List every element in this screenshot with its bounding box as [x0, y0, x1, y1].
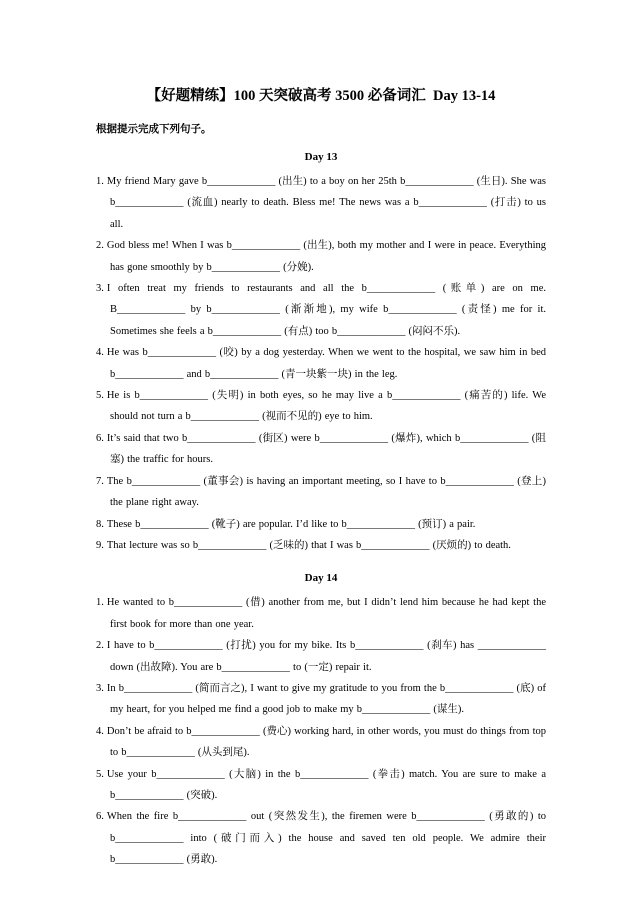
exercise-item-day13-9: [96, 535, 546, 556]
exercise-item-day14-1: [96, 592, 546, 635]
exercise-item-day14-3: [96, 678, 546, 721]
section-heading-day14: Day 14: [304, 572, 338, 585]
item-number: 2.: [96, 640, 104, 652]
exercise-item-day13-6: [96, 428, 546, 471]
item-text: In b_____________ (简而言之), I want to give my gratitude to you from the b_____________ (底) of my heart, for you helped me find a good job to make my b_____________ (谋生).: [106, 682, 546, 716]
item-number: 8.: [96, 518, 104, 530]
item-text: My friend Mary gave b_____________ (出生) to a boy on her 25th b_____________ (生日). She was b_____________ (流血) nearly to death. Bless me! The news was a b_____________ (打击) to us all.: [106, 176, 546, 230]
item-number: 9.: [96, 539, 104, 551]
instruction-text: 根据提示完成下列句子。: [96, 124, 212, 135]
item-text: That lecture was so b_____________ (乏味的) that I was b_____________ (厌烦的) to death.: [106, 539, 511, 551]
item-number: 6.: [96, 811, 104, 823]
item-text: He is b_____________ (失明) in both eyes, so he may live a b_____________ (痛苦的) life. We should not turn a b_____________ (视而不见的) eye to him.: [106, 390, 546, 423]
exercise-item-day13-3: [96, 278, 546, 342]
item-number: 2.: [96, 240, 104, 252]
item-text: These b_____________ (靴子) are popular. I’d like to b_____________ (预订) a pair.: [106, 518, 476, 530]
item-number: 3.: [96, 682, 104, 694]
exercise-item-day13-5: [96, 385, 546, 428]
item-text: He was b_____________ (咬) by a dog yesterday. When we went to the hospital, we saw him in bed b_____________ and b_____________ (青一块紫一块) in the leg.: [106, 347, 546, 380]
item-number: 6.: [96, 432, 104, 444]
item-text: God bless me! When I was b_____________ (出生), both my mother and I were in peace. Everything has gone smoothly by b_____________ (分娩).: [106, 240, 546, 273]
item-number: 1.: [96, 176, 104, 187]
exercise-item-day14-5: [96, 764, 546, 807]
item-number: 5.: [96, 390, 104, 402]
exercise-item-day13-8: [96, 514, 546, 535]
item-text: Use your b_____________ (大脑) in the b_____________ (拳击) match. You are sure to make a b_____________ (突破).: [106, 768, 546, 801]
item-number: 1.: [96, 597, 104, 609]
item-text: I often treat my friends to restaurants and all the b_____________ (账单) are on me. B_____________ by b_____________ (渐渐地), my wife b_____________ (责怪) me for it. Sometimes she feels a b_____________ (有点) too b_____________ (闷闷不乐).: [106, 283, 546, 337]
exercise-item-day14-2: [96, 635, 546, 678]
item-text: I have to b_____________ (打扰) you for my bike. Its b_____________ (刹车) has _____________ down (出故障). You are b_____________ to (一定) repair it.: [106, 640, 546, 673]
item-number: 7.: [96, 475, 104, 487]
exercise-item-day13-2: [96, 235, 546, 278]
item-text: The b_____________ (董事会) is having an important meeting, so I have to b_____________ (登上) the plane right away.: [106, 475, 546, 509]
item-number: 4.: [96, 725, 104, 737]
item-text: When the fire b_____________ out (突然发生), the firemen were b_____________ (勇敢的) to b_____________ into (破门而入) the house and saved ten old people. We admire their b_____________ (勇敢).: [106, 811, 546, 866]
exercise-item-day13-4: [96, 342, 546, 385]
item-text: He wanted to b_____________ (借) another from me, but I didn’t lend him because he had kept the first book for more than one year.: [106, 597, 546, 630]
exercise-item-day13-7: [96, 471, 546, 514]
exercise-item-day14-4: [96, 721, 546, 764]
exercise-item-day13-1: [96, 171, 546, 235]
exercise-item-day14-6: [96, 806, 546, 870]
item-text: It’s said that two b_____________ (街区) were b_____________ (爆炸), which b_____________ (阻塞) the traffic for hours.: [106, 432, 546, 466]
item-number: 5.: [96, 768, 104, 780]
item-text: Don’t be afraid to b_____________ (费心) working hard, in other words, you must do things from top to b_____________ (从头到尾).: [106, 725, 546, 759]
section-heading-day13: Day 13: [304, 151, 338, 163]
item-number: 4.: [96, 347, 104, 359]
item-number: 3.: [96, 283, 104, 295]
document-title: 【好题精练】100 天突破高考 3500 必备词汇 Day 13-14: [146, 88, 496, 104]
